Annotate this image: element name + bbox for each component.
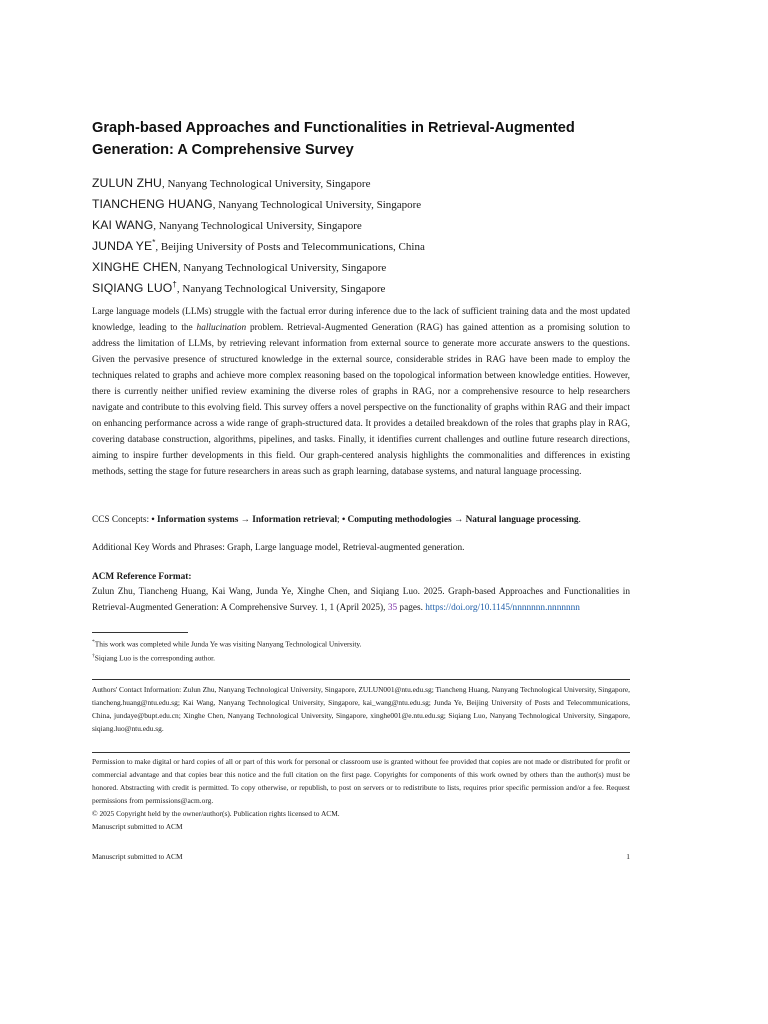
- footer-running-text: Manuscript submitted to ACM: [92, 852, 183, 861]
- page-number: 1: [626, 852, 630, 861]
- author-line: [92, 215, 630, 236]
- author-affiliation: , Nanyang Technological University, Singapore: [161, 178, 371, 190]
- submission-note: Manuscript submitted to ACM: [92, 822, 183, 831]
- author-list: [92, 173, 630, 299]
- author-affiliation: , Nanyang Technological University, Singapore: [153, 220, 362, 232]
- ccs-concepts: CCS Concepts: • Information systems → Information retrieval; • Computing methodologies → Natural language processing.: [92, 515, 581, 525]
- permission-divider: [92, 752, 630, 753]
- ccs-concept: • Information systems → Information retrieval: [151, 515, 338, 525]
- reference-format-heading: ACM Reference Format:: [92, 572, 192, 582]
- author-line: [92, 278, 630, 299]
- footnote: †Siqiang Luo is the corresponding author.: [92, 653, 216, 663]
- authors-contact-info: Authors' Contact Information: Zulun Zhu, Nanyang Technological University, Singapore, ZULUN001@ntu.edu.sg; Tiancheng Huang, Nanyang Technological University, Singapore, tiancheng.huang@ntu.edu.sg; Kai Wang, Nanyang Technological University, Singapore, kai_wang@ntu.edu.sg; Junda Ye, Beijing University of Posts and Telecommunications, China, jundaye@bupt.edu.cn; Xinghe Chen, Nanyang Technological University, Singapore, xinghe001@e.ntu.edu.sg; Siqiang Luo, Nanyang Technological University, Singapore, siqiang.luo@ntu.edu.sg.: [92, 685, 630, 733]
- permission-notice: Permission to make digital or hard copies of all or part of this work for personal or classroom use is granted without fee provided that copies are not made or distributed for profit or commercial advantage and that copies bear this notice and the full citation on the first page. Copyrights for components of this work owned by others than the author(s) must be honored. Abstracting with credit is permitted. To copy otherwise, or republish, to post on servers or to redistribute to lists, requires prior specific permission and/or a fee. Request permissions from permissions@acm.org.: [92, 757, 630, 805]
- author-name: TIANCHENG HUANG: [92, 197, 213, 211]
- author-name: XINGHE CHEN: [92, 260, 178, 274]
- author-line: [92, 173, 630, 194]
- author-name: ZULUN ZHU: [92, 176, 162, 190]
- footnote-divider: [92, 632, 188, 633]
- doi-link[interactable]: https://doi.org/10.1145/nnnnnnn.nnnnnnn: [425, 603, 580, 613]
- author-name: KAI WANG: [92, 218, 154, 232]
- author-affiliation: , Nanyang Technological University, Singapore: [212, 199, 422, 211]
- author-line: [92, 194, 630, 215]
- abstract-emphasis: hallucination: [196, 323, 247, 333]
- abstract: Large language models (LLMs) struggle with the factual error during inference due to the lack of sufficient training data and the most updated knowledge, leading to the hallucination problem. Retrieval-Augmented Generation (RAG) has gained attention as a promising solution to address the limitation of LLMs, by retrieving relevant information from external source to generate more accurate answers to the questions. Given the pervasive presence of structured knowledge in the external source, considerable strides in RAG have been made to employ the techniques related to graphs and achieve more complex reasoning based on the topological information between knowledge entities. However, there is currently neither unified review examining the diverse roles of graphs in RAG, nor a comprehensive resource to help researchers navigate and contribute to this evolving field. This survey offers a novel perspective on the functionality of graphs within RAG and their impact on enhancing performance across a wide range of graph-structured data. It provides a detailed breakdown of the roles that graphs play in RAG, covering database construction, algorithms, pipelines, and tasks. Finally, it identifies current challenges and outline future research directions, aiming to inspire further developments in this field. Our graph-centered analysis highlights the commonalities and differences in existing methods, setting the stage for future researchers in areas such as graph learning, database systems, and natural language processing.: [92, 307, 630, 477]
- author-affiliation: , Nanyang Technological University, Singapore: [177, 262, 387, 274]
- footnote: *This work was completed while Junda Ye was visiting Nanyang Technological University.: [92, 639, 362, 649]
- footnotes: [92, 636, 630, 665]
- author-line: [92, 236, 630, 257]
- ccs-concept: • Computing methodologies → Natural language processing: [341, 515, 579, 525]
- author-line: [92, 257, 630, 278]
- keywords: Additional Key Words and Phrases: Graph, Large language model, Retrieval-augmented generation.: [92, 543, 465, 553]
- author-name: JUNDA YE*: [92, 237, 156, 253]
- author-affiliation: , Beijing University of Posts and Telecommunications, China: [155, 241, 425, 253]
- paper-title: Graph-based Approaches and Functionalities in Retrieval-Augmented Generation: A Comprehensive Survey: [92, 120, 575, 158]
- paper-page: [92, 0, 630, 1024]
- contact-divider: [92, 679, 630, 680]
- pages-link[interactable]: 35: [387, 603, 398, 613]
- author-affiliation: , Nanyang Technological University, Singapore: [176, 283, 386, 295]
- author-name: SIQIANG LUO†: [92, 279, 177, 295]
- reference-format-text: Zulun Zhu, Tiancheng Huang, Kai Wang, Junda Ye, Xinghe Chen, and Siqiang Luo. 2025. Graph-based Approaches and Functionalities in Retrieval-Augmented Generation: A Comprehensive Survey. 1, 1 (April 2025), 35 pages. https://doi.org/10.1145/nnnnnnn.nnnnnnn: [92, 587, 630, 613]
- copyright-notice: © 2025 Copyright held by the owner/author(s). Publication rights licensed to ACM.: [92, 809, 340, 818]
